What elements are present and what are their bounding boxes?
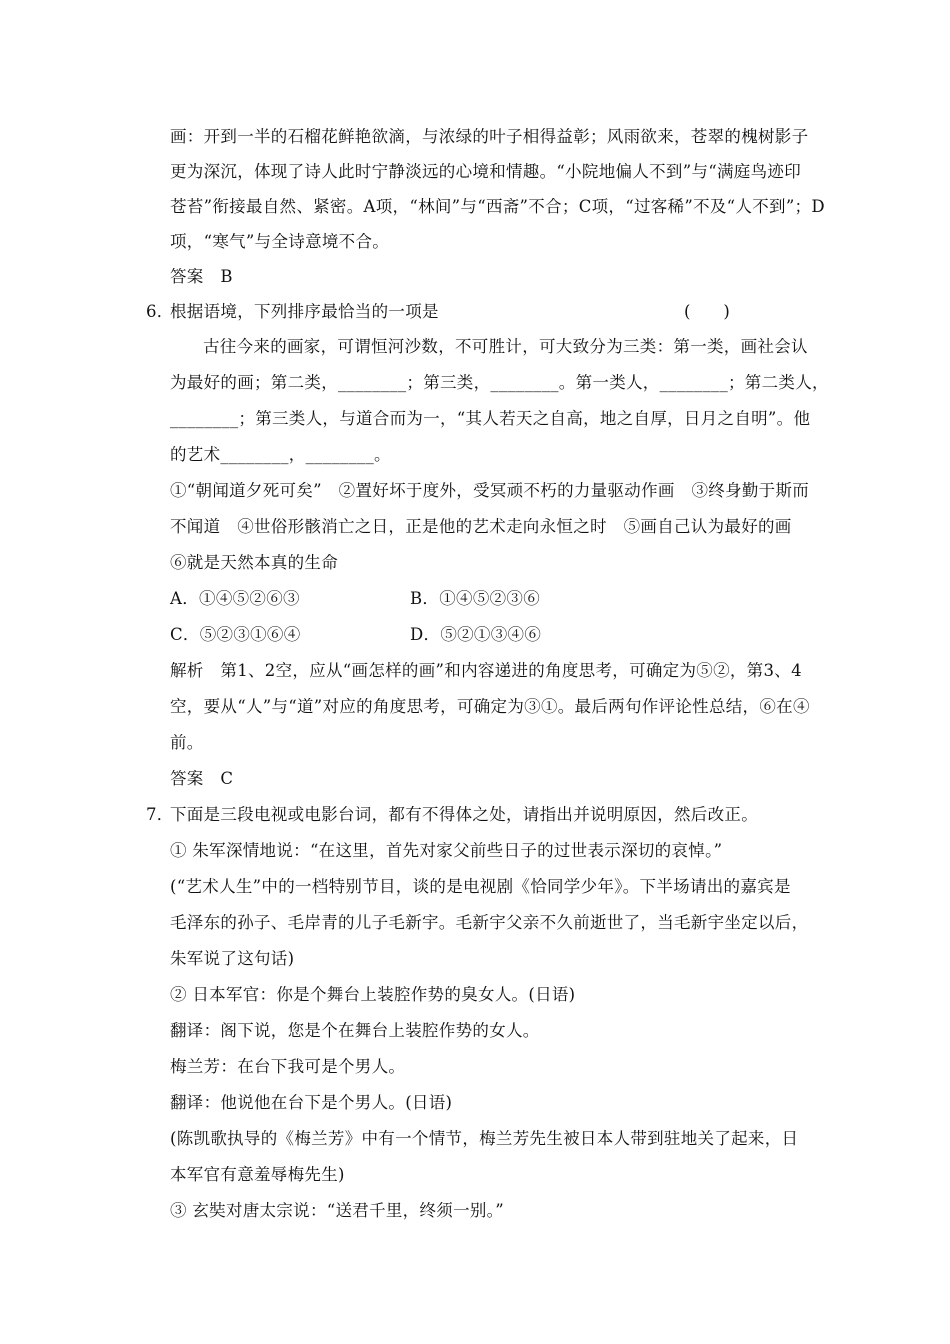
analysis-5-line-4: 项，“寒气”与全诗意境不合。 (170, 232, 390, 251)
question-6-option-b: B．①④⑤②③⑥ (410, 589, 541, 608)
question-7-line-8: 翻译：他说他在台下是个男人。(日语) (170, 1093, 453, 1112)
question-6-analysis-line-1: 解析 第1、2空，应从“画怎样的画”和内容递进的角度思考，可确定为⑤②，第3、4 (170, 661, 802, 680)
question-6-option-c: C．⑤②③①⑥④ (170, 625, 301, 644)
question-6-analysis-line-2: 空，要从“人”与“道”对应的角度思考，可确定为③①。最后两句作评论性总结，⑥在④ (170, 697, 810, 716)
analysis-5-line-3: 苍苔”衔接最自然、紧密。A项，“林间”与“西斋”不合；C项，“过客稀”不及“人不到”；D (170, 197, 825, 216)
question-7-number: 7． (146, 805, 174, 824)
question-6-answer-paren: ( ) (684, 302, 730, 321)
question-7-line-11: ③ 玄奘对唐太宗说：“送君千里，终须一别。” (170, 1201, 504, 1220)
question-6-option-a: A．①④⑤②⑥③ (170, 589, 300, 608)
question-6-passage-line-2: 为最好的画；第二类，________；第三类，________。第一类人，________；第二类人， (170, 373, 829, 392)
question-6-passage-line-4: 的艺术________，________。 (170, 445, 391, 464)
question-7-line-9: (陈凯歌执导的《梅兰芳》中有一个情节，梅兰芳先生被日本人带到驻地关了起来，日 (170, 1129, 799, 1148)
analysis-5-line-1: 画：开到一半的石榴花鲜艳欲滴，与浓绿的叶子相得益彰；风雨欲来，苍翠的槐树影子 (170, 127, 809, 146)
question-7-line-7: 梅兰芳：在台下我可是个男人。 (170, 1057, 406, 1076)
analysis-5-line-2: 更为深沉，体现了诗人此时宁静淡远的心境和情趣。“小院地偏人不到”与“满庭鸟迹印 (170, 162, 802, 181)
question-6-answer: 答案 C (170, 769, 234, 788)
question-7-line-3: 毛泽东的孙子、毛岸青的儿子毛新宇。毛新宇父亲不久前逝世了，当毛新宇坐定以后， (170, 913, 809, 932)
question-6-number: 6． (146, 302, 174, 321)
question-7-stem: 下面是三段电视或电影台词，都有不得体之处，请指出并说明原因，然后改正。 (170, 805, 758, 824)
question-6-items-line-3: ⑥就是天然本真的生命 (170, 553, 338, 572)
question-7-line-10: 本军官有意羞辱梅先生) (170, 1165, 345, 1184)
question-7-line-6: 翻译：阁下说，您是个在舞台上装腔作势的女人。 (170, 1021, 540, 1040)
question-6-passage-line-1: 古往今来的画家，可谓恒河沙数，不可胜计，可大致分为三类：第一类，画社会认 (203, 337, 808, 356)
question-7-line-1: ① 朱军深情地说：“在这里，首先对家父前些日子的过世表示深切的哀悼。” (170, 841, 723, 860)
question-7-line-4: 朱军说了这句话) (170, 949, 295, 968)
answer-5: 答案 B (170, 267, 233, 286)
question-6-items-line-1: ①“朝闻道夕死可矣” ②置好坏于度外，受冥顽不朽的力量驱动作画 ③终身勤于斯而 (170, 481, 810, 500)
question-6-passage-line-3: ________；第三类人，与道合而为一，“其人若天之自高，地之自厚，日月之自明”。他 (170, 409, 811, 428)
question-6-items-line-2: 不闻道 ④世俗形骸消亡之日，正是他的艺术走向永恒之时 ⑤画自己认为最好的画 (170, 517, 792, 536)
question-7-line-2: (“艺术人生”中的一档特别节目，谈的是电视剧《恰同学少年》。下半场请出的嘉宾是 (170, 877, 791, 896)
question-6-option-d: D．⑤②①③④⑥ (410, 625, 542, 644)
question-6-analysis-line-3: 前。 (170, 733, 204, 752)
question-6-stem: 根据语境，下列排序最恰当的一项是 (170, 302, 439, 321)
question-7-line-5: ② 日本军官：你是个舞台上装腔作势的臭女人。(日语) (170, 985, 576, 1004)
